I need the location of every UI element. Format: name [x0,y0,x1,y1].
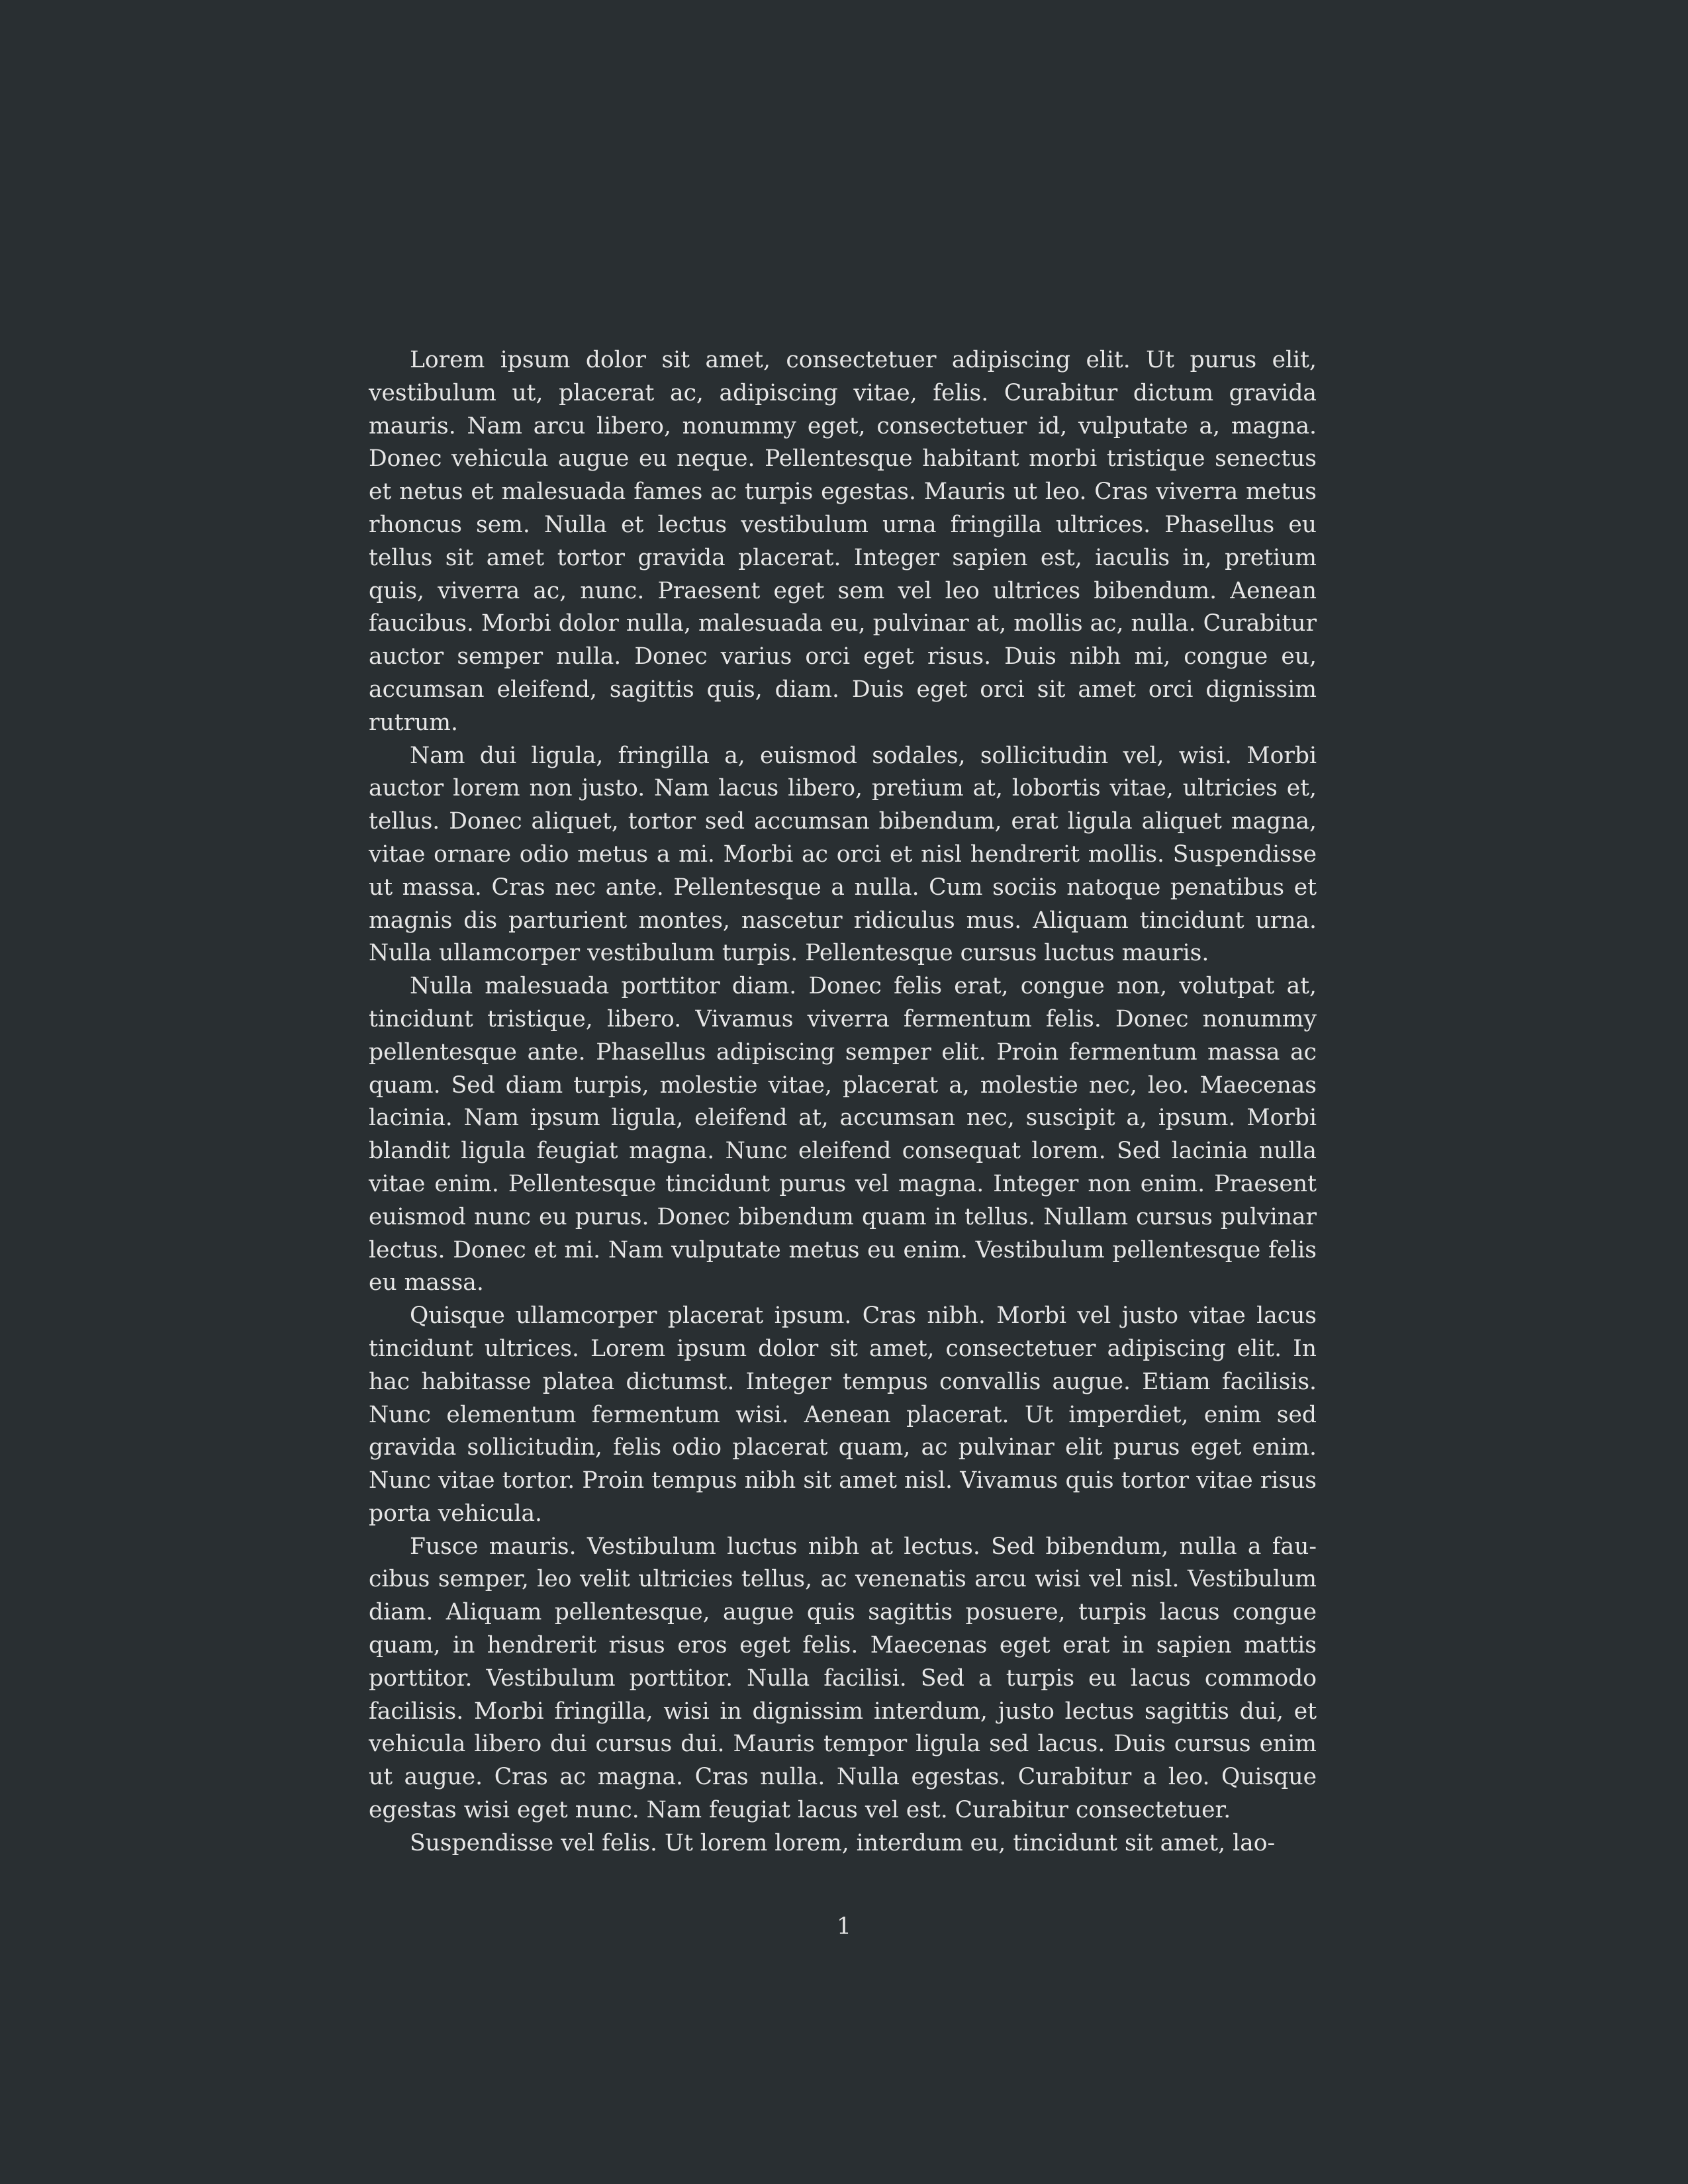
paragraph-5: Fusce mauris. Vestibulum luctus nibh at lectus. Sed bibendum, nulla a faucibus semper, leo velit ultricies tellus, ac venenatis arcu wisi vel nisl. Vestibulum diam. Aliquam pellentesque, augue quis sagittis posuere, turpis lacus congue quam, in hendrerit risus eros eget felis. Maecenas eget erat in sapien mattis porttitor. Vestibulum porttitor. Nulla facilisi. Sed a turpis eu lacus commodo facilisis. Morbi fringilla, wisi in dignissim interdum, justo lectus sagittis dui, et vehicula libero dui cursus dui. Mauris tempor ligula sed lacus. Duis cursus enim ut augue. Cras ac magna. Cras nulla. Nulla egestas. Curabitur a leo. Quisque egestas wisi eget nunc. Nam feugiat lacus vel est. Curabitur consectetuer. [369,1533,1317,1824]
paragraph-3: Nulla malesuada porttitor diam. Donec felis erat, congue non, volutpat at, tincidunt tristique, libero. Vivamus viverra fermentum felis. Donec nonummy pellentesque ante. Phasellus adipiscing semper elit. Proin fermentum massa ac quam. Sed diam turpis, molestie vitae, placerat a, molestie nec, leo. Maecenas lacinia. Nam ipsum ligula, eleifend at, accumsan nec, suscipit a, ipsum. Morbi blandit ligula feugiat magna. Nunc eleifend consequat lorem. Sed lacinia nulla vitae enim. Pellentesque tincidunt purus vel magna. Integer non enim. Praesent euismod nunc eu purus. Donec bibendum quam in tellus. Nullam cursus pulvinar lectus. Donec et mi. Nam vulputate metus eu enim. Vestibulum pellentesque felis eu massa. [369,973,1317,1297]
paragraph-4: Quisque ullamcorper placerat ipsum. Cras nibh. Morbi vel justo vitae lacus tincidunt ultrices. Lorem ipsum dolor sit amet, consectetuer adipiscing elit. In hac habitasse platea dictumst. Integer tempus convallis augue. Etiam facilisis. Nunc elementum fermentum wisi. Aenean placerat. Ut imperdiet, enim sed gravida sollicitudin, felis odio placerat quam, ac pulvinar elit purus eget enim. Nunc vitae tortor. Proin tempus nibh sit amet nisl. Vivamus quis tortor vitae risus porta vehicula. [369,1302,1317,1527]
paragraph-6: Suspendisse vel felis. Ut lorem lorem, interdum eu, tincidunt sit amet, lao- [410,1829,1276,1856]
body-text [369,344,1317,1860]
page-number: 1 [837,1913,851,1940]
paragraph-2: Nam dui ligula, fringilla a, euismod sodales, sollicitudin vel, wisi. Morbi auctor lorem non justo. Nam lacus libero, pretium at, lobortis vitae, ultricies et, tellus. Donec aliquet, tortor sed accumsan bibendum, erat ligula aliquet magna, vitae ornare odio metus a mi. Morbi ac orci et nisl hendrerit mollis. Suspendisse ut massa. Cras nec ante. Pellentesque a nulla. Cum sociis natoque penatibus et magnis dis parturient montes, nascetur ridiculus mus. Aliquam tincidunt urna. Nulla ullamcorper vestibulum turpis. Pellentesque cursus luctus mauris. [369,742,1317,967]
paragraph-1: Lorem ipsum dolor sit amet, consectetuer adipiscing elit. Ut purus elit, vestibulum ut, placerat ac, adipiscing vitae, felis. Curabitur dictum gravida mauris. Nam arcu libero, nonummy eget, consectetuer id, vulputate a, magna. Donec vehicula augue eu neque. Pellentesque habitant morbi tristique senectus et netus et malesuada fames ac turpis egestas. Mauris ut leo. Cras viverra metus rhoncus sem. Nulla et lectus vestibulum urna fringilla ultrices. Phasellus eu tellus sit amet tortor gravida placerat. Integer sapien est, iaculis in, pretium quis, viverra ac, nunc. Praesent eget sem vel leo ultrices bibendum. Aenean faucibus. Morbi dolor nulla, malesuada eu, pulvinar at, mollis ac, nulla. Curabitur auctor semper nulla. Donec varius orci eget risus. Duis nibh mi, congue eu, accumsan eleifend, sagittis quis, diam. Duis eget orci sit amet orci dignissim rutrum. [369,347,1317,736]
